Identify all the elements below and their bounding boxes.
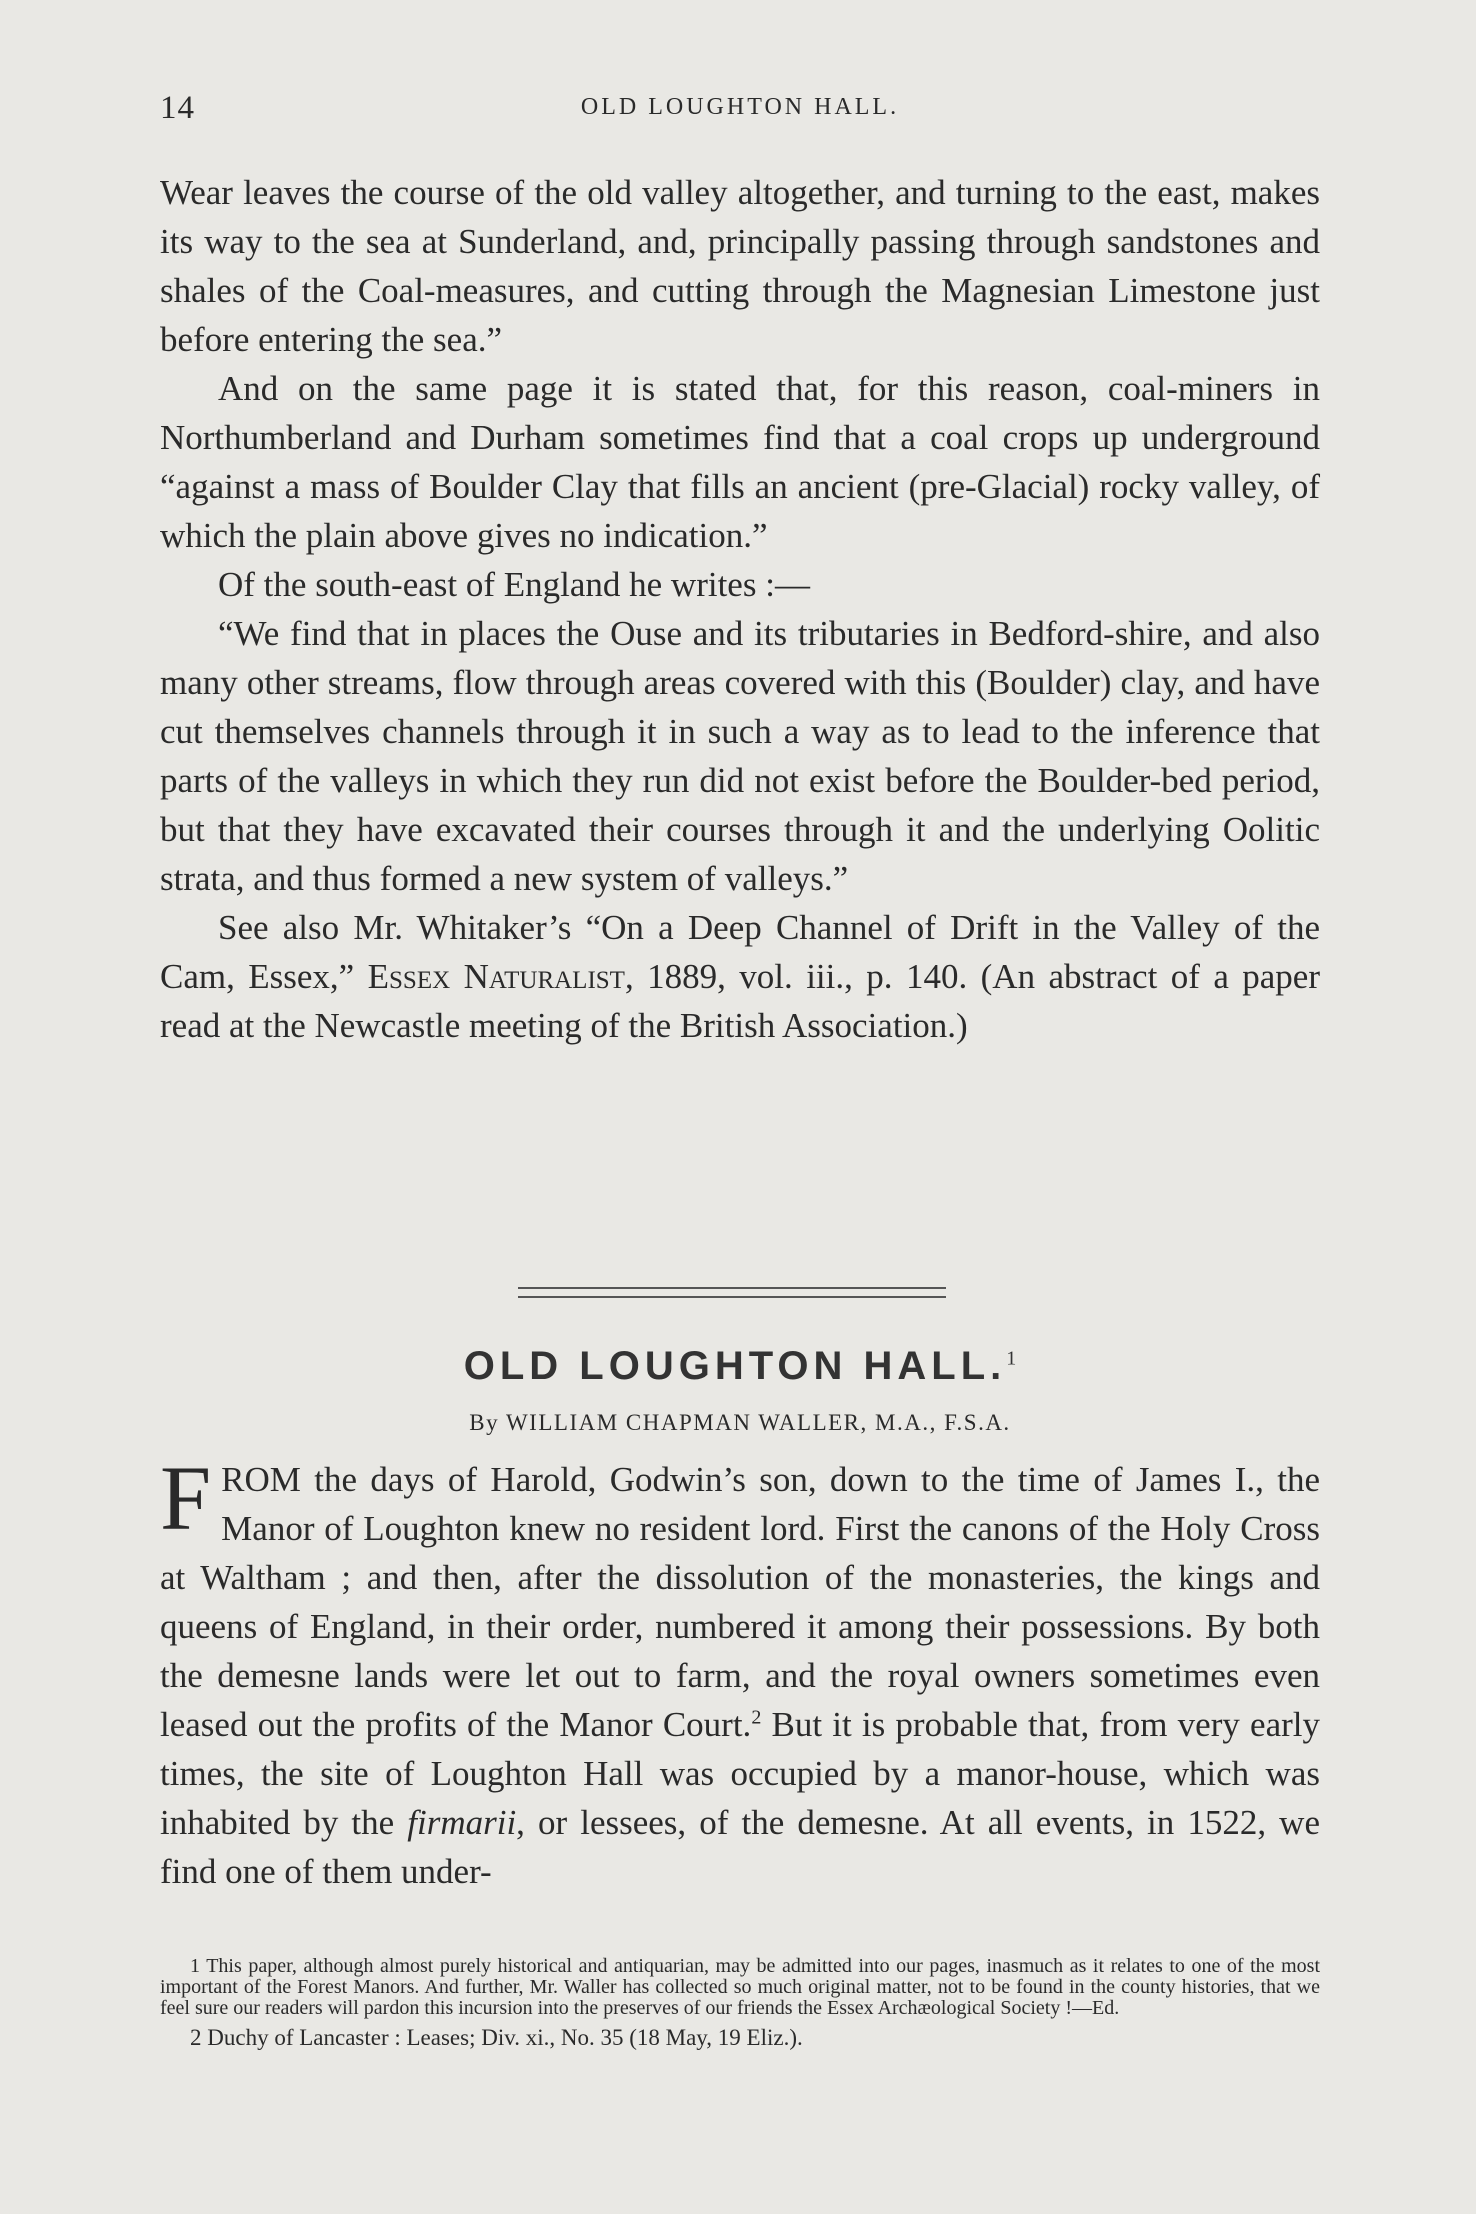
page-number: 14 [160, 90, 195, 126]
footnote-1: 1 This paper, although almost purely historical and antiquarian, may be admitted into our pages, inasmuch as it relates to one of the most important of the Forest Manors. And further, Mr. Waller has collected so much original matter, not to be found in the county histories, that we feel sure our readers will pardon this incursion into the preserves of our friends the Essex Archæological Society !—Ed. [160, 1955, 1320, 2019]
byline: By WILLIAM CHAPMAN WALLER, M.A., F.S.A. [469, 1410, 1011, 1435]
footnote-2: 2 Duchy of Lancaster : Leases; Div. xi., No. 35 (18 May, 19 Eliz.). [190, 2025, 803, 2050]
paragraph: And on the same page it is stated that, for this reason, coal-miners in Northumberland and Durham sometimes find that a coal crops up underground “against a mass of Boulder Clay that fills an ancient (pre-Glacial) rocky valley, of which the plain above gives no indication.” [160, 369, 1320, 555]
quotation-paragraph: “We find that in places the Ouse and its tributaries in Bedford-shire, and also many other streams, flow through areas covered with this (Boulder) clay, and have cut themselves channels through it in such a way as to lead to the inference that parts of the valleys in which they run did not exist before the Boulder-bed period, but that they have excavated their courses through it and the underlying Oolitic strata, and thus formed a new system of valleys.” [160, 614, 1320, 898]
running-head [160, 90, 1320, 130]
opening-paragraph [160, 1447, 1321, 1896]
paragraph-text: But it is probable that, from very early times, the site of Loughton Hall was occupied by a manor-house, which was inhabited by the [160, 1705, 1321, 1842]
running-title: OLD LOUGHTON HALL. [580, 94, 900, 120]
journal-name: Essex Naturalist [367, 957, 625, 996]
article-title [160, 1344, 1320, 1389]
article-body [160, 1447, 1321, 1896]
paragraph: Wear leaves the course of the old valley altogether, and turning to the east, makes its way to the sea at Sunderland, and, principally passing through sandstones and shales of the Coal-measures, and cutting through the Magnesian Limestone just before entering the sea.” [160, 173, 1320, 359]
paragraph-text: ROM the days of Harold, Godwin’s son, down to the time of James I., the Manor of Loughton knew no resident lord. First the canons of the Holy Cross at Waltham ; and then, after the dissolution of the monasteries, the kings and queens of England, in their order, numbered it among their possessions. By both the demesne lands were let out to farm, and the royal owners sometimes even leased out the profits of the Manor Court. [160, 1460, 1320, 1744]
section-divider [518, 1287, 946, 1298]
reference-text: See also Mr. Whitaker’s “On a Deep Channel of Drift in the Valley of the Cam, Essex,” [160, 908, 1320, 996]
paragraph-text: , or lessees, of the demesne. At all events, in 1522, we find one of them under- [160, 1803, 1320, 1891]
footnote-marker: 1 [1006, 1347, 1017, 1370]
footnotes [160, 1956, 1320, 2048]
article-title-text: OLD LOUGHTON HALL. [463, 1344, 1007, 1388]
drop-cap: F [160, 1447, 212, 1549]
paragraph: Of the south-east of England he writes :— [218, 565, 810, 604]
italic-term: firmarii [407, 1803, 517, 1842]
preceding-article-text [160, 168, 1320, 1050]
paragraph [160, 903, 1320, 1050]
reference-text-end: , 1889, vol. iii., p. 140. (An abstract of a paper read at the Newcastle meeting of the British Association.) [160, 957, 1320, 1045]
footnote-marker: 2 [751, 1706, 762, 1729]
